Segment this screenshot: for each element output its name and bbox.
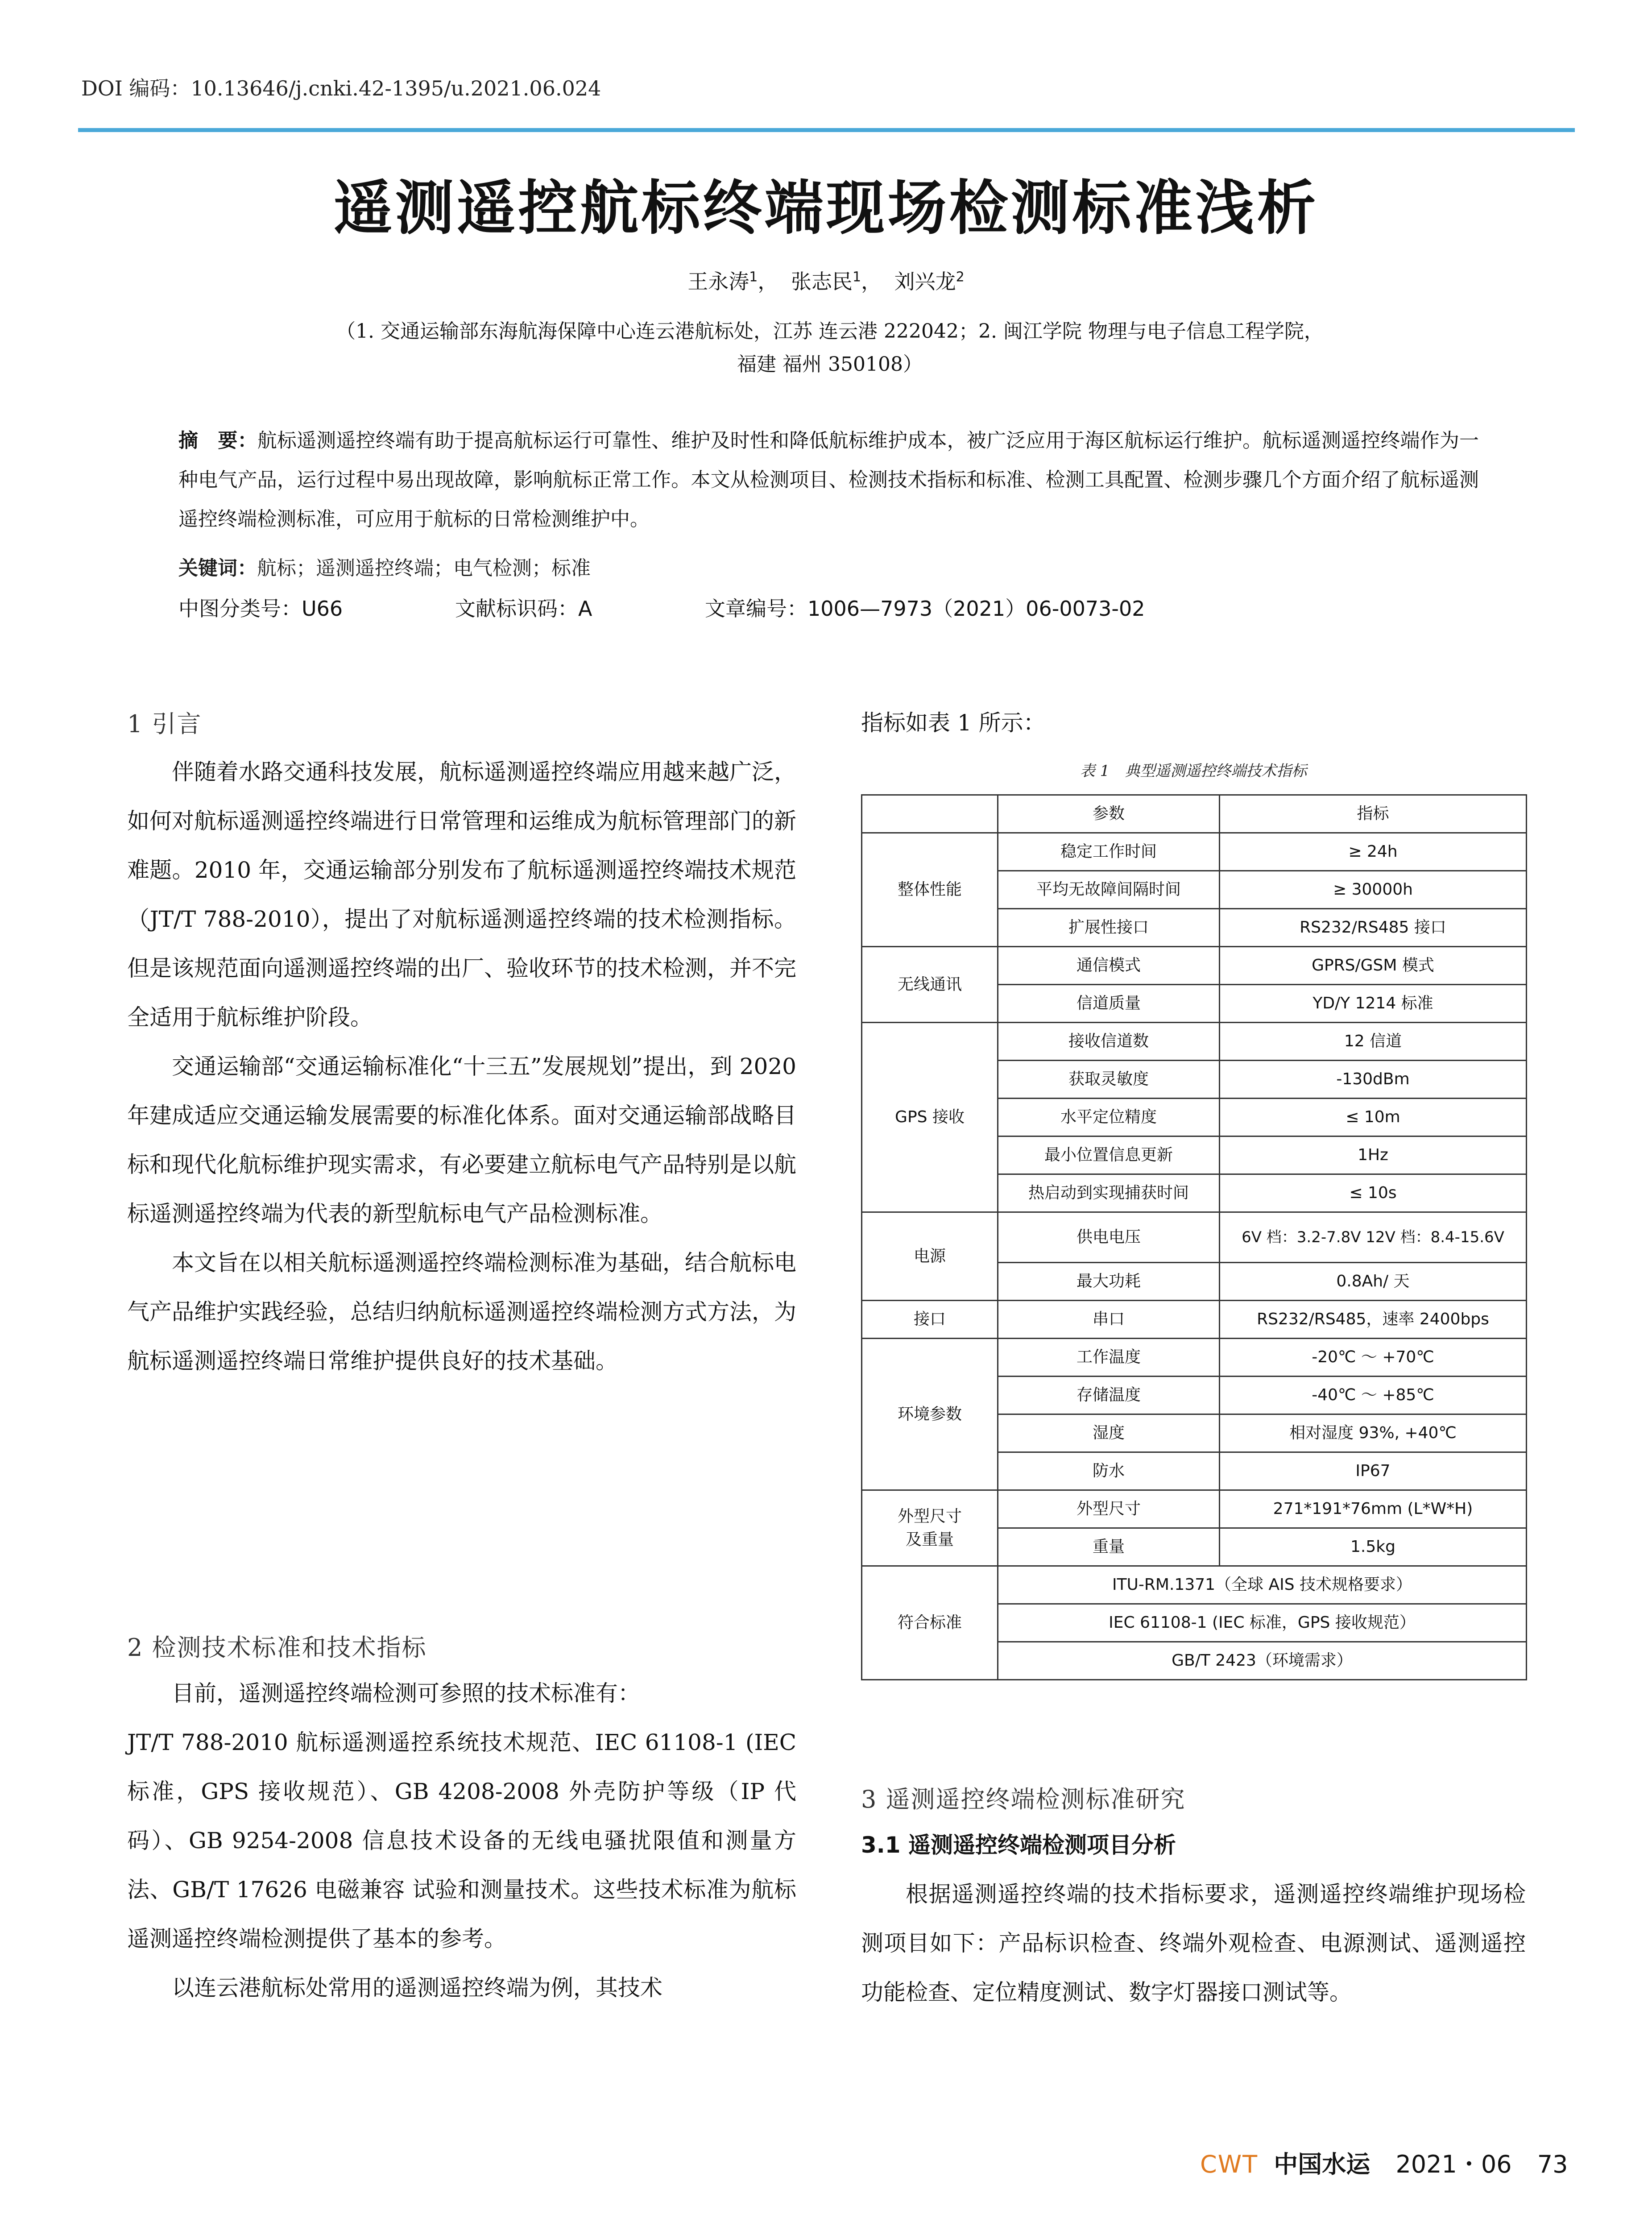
table-cell: ≤ 10s (1220, 1174, 1527, 1212)
section-heading: 3 遥测遥控终端检测标准研究 (861, 1785, 1186, 1813)
table-cell: ITU-RM.1371（全球 AIS 技术规格要求） (998, 1566, 1527, 1604)
table-cell: 相对湿度 93%, +40℃ (1220, 1414, 1527, 1452)
table-cell: 稳定工作时间 (998, 833, 1220, 871)
table-cell: ≤ 10m (1220, 1099, 1527, 1136)
affiliation-line: 福建 福州 350108） (737, 353, 923, 376)
table-cell: 工作温度 (998, 1339, 1220, 1377)
header-rule (78, 128, 1575, 132)
table-cell: 水平定位精度 (998, 1099, 1220, 1136)
author-affil-mark: 2 (956, 269, 965, 285)
abstract-label: 摘 要： (178, 429, 257, 452)
table-cell: GPRS/GSM 模式 (1220, 947, 1527, 985)
paragraph: 本文旨在以相关航标遥测遥控终端检测标准为基础，结合航标电气产品维护实践经验，总结归纳航标遥测遥控终端检测方式方法，为航标遥测遥控终端日常维护提供良好的技术基础。 (127, 1250, 796, 1374)
table-header-row (862, 795, 1527, 833)
table-cell: 存储温度 (998, 1377, 1220, 1414)
table-cell: 平均无故障间隔时间 (998, 871, 1220, 909)
table-cell: 扩展性接口 (998, 909, 1220, 947)
author-name: 刘兴龙 (894, 270, 956, 294)
paragraph: 目前，遥测遥控终端检测可参照的技术标准有： (172, 1680, 640, 1706)
table-row (862, 833, 1527, 871)
table-cell: 外型尺寸 (998, 1490, 1220, 1528)
paragraph: 交通运输部“交通运输标准化“十三五”发展规划”提出，到 2020 年建成适应交通运输发展需要的标准化体系。面对交通运输部战略目标和现代化航标维护现实需求，有必要建立航标电气产品特别是以航标遥测遥控终端为代表的新型航标电气产品检测标准。 (127, 1053, 796, 1227)
table-group-label: 外型尺寸 (897, 1507, 962, 1526)
classification-line (178, 589, 1479, 628)
table-row (862, 1023, 1527, 1061)
table-cell: 供电电压 (998, 1212, 1220, 1263)
paragraph: 根据遥测遥控终端的技术指标要求，遥测遥控终端维护现场检测项目如下：产品标识检查、终端外观检查、电源测试、遥测遥控功能检查、定位精度测试、数字灯器接口测试等。 (861, 1881, 1526, 2005)
table-cell: 接收信道数 (998, 1023, 1220, 1061)
table-row (862, 947, 1527, 985)
table-row (862, 1212, 1527, 1263)
table-cell: 通信模式 (998, 947, 1220, 985)
page-footer (1200, 2145, 1568, 2180)
table-cell: 最小位置信息更新 (998, 1136, 1220, 1174)
table-group-cell: 整体性能 (862, 833, 998, 947)
table-cell: IP67 (1220, 1452, 1527, 1490)
table-header-cell: 参数 (998, 795, 1220, 833)
affiliation-line: （1. 交通运输部东海航海保障中心连云港航标处，江苏 连云港 222042；2. 闽江学院 物理与电子信息工程学院， (336, 320, 1324, 343)
table-caption: 表 1 典型遥测遥控终端技术指标 (1080, 762, 1307, 780)
paper-title: 遥测遥控航标终端现场检测标准浅析 (333, 174, 1319, 243)
abstract (178, 421, 1479, 539)
keywords-text: 航标；遥测遥控终端；电气检测；标准 (257, 557, 591, 580)
table-header-cell: 指标 (1220, 795, 1527, 833)
table-cell: 串口 (998, 1301, 1220, 1339)
table-cell: 获取灵敏度 (998, 1061, 1220, 1099)
table-group-cell (862, 1490, 998, 1566)
table-cell (862, 795, 998, 833)
table-cell: 防水 (998, 1452, 1220, 1490)
table-row (862, 1490, 1527, 1528)
paragraph: 伴随着水路交通科技发展，航标遥测遥控终端应用越来越广泛，如何对航标遥测遥控终端进行日常管理和运维成为航标管理部门的新难题。2010 年，交通运输部分别发布了航标遥测遥控终端技术规范（JT/T 788-2010），提出了对航标遥测遥控终端的技术检测指标。但是该规范面向遥测遥控终端的出厂、验收环节的技术检测，并不完全适用于航标维护阶段。 (127, 759, 796, 1030)
paragraph: JT/T 788-2010 航标遥测遥控系统技术规范、IEC 61108-1 (IEC 标准，GPS 接收规范）、GB 4208-2008 外壳防护等级（IP 代码）、GB 9254-2008 信息技术设备的无线电骚扰限值和测量方法、GB/T 17626 电磁兼容 试验和测量技术。这些技术标准为航标遥测遥控终端检测提供了基本的参考。 (127, 1729, 796, 1952)
spec-table (861, 794, 1527, 1680)
table-cell: YD/Y 1214 标准 (1220, 985, 1527, 1023)
keywords (178, 549, 1479, 588)
table-cell: -20℃ ～ +70℃ (1220, 1339, 1527, 1377)
table-row (862, 1301, 1527, 1339)
journal-name: 中国水运 (1274, 2150, 1370, 2178)
abstract-text: 航标遥测遥控终端有助于提高航标运行可靠性、维护及时性和降低航标维护成本，被广泛应用于海区航标运行维护。航标遥测遥控终端作为一种电气产品，运行过程中易出现故障，影响航标正常工作。本文从检测项目、检测技术指标和标准、检测工具配置、检测步骤几个方面介绍了航标遥测遥控终端检测标准，可应用于航标的日常检测维护中。 (178, 429, 1479, 531)
table-group-cell: 电源 (862, 1212, 998, 1301)
table-group-cell: 环境参数 (862, 1339, 998, 1490)
table-cell: -40℃ ～ +85℃ (1220, 1377, 1527, 1414)
author-name: 王永涛 (687, 270, 749, 294)
section-heading: 1 引言 (127, 710, 202, 738)
issue-number: 2021・06 (1395, 2150, 1512, 2178)
table-cell: IEC 61108-1 (IEC 标准，GPS 接收规范） (998, 1604, 1527, 1642)
clc-number: 中图分类号：U66 (178, 597, 343, 621)
author-list: 王永涛$^1$， 张志民$^1$， 刘兴龙$^2$ (687, 269, 965, 294)
table-group-cell: 符合标准 (862, 1566, 998, 1680)
paragraph: 以连云港航标处常用的遥测遥控终端为例，其技术 (172, 1975, 662, 2001)
page-number: 73 (1537, 2150, 1568, 2178)
affiliation (205, 315, 1454, 381)
doi-line: DOI 编码：10.13646/j.cnki.42-1395/u.2021.06.024 (81, 76, 601, 100)
paragraph: 指标如表 1 所示： (861, 710, 1046, 736)
table-cell: 6V 档：3.2-7.8V 12V 档：8.4-15.6V (1220, 1212, 1527, 1263)
journal-logo: CWT (1200, 2150, 1259, 2178)
document-code: 文献标识码：A (455, 597, 592, 621)
table-row (862, 1339, 1527, 1377)
table-cell: 12 信道 (1220, 1023, 1527, 1061)
table-cell: 1Hz (1220, 1136, 1527, 1174)
table-cell: RS232/RS485，速率 2400bps (1220, 1301, 1527, 1339)
table-row (862, 1566, 1527, 1604)
table-cell: -130dBm (1220, 1061, 1527, 1099)
table-cell: 重量 (998, 1528, 1220, 1566)
table-cell: 271*191*76mm (L*W*H) (1220, 1490, 1527, 1528)
section-body (861, 1870, 1526, 2017)
keywords-label: 关键词： (178, 557, 257, 580)
table-cell: 信道质量 (998, 985, 1220, 1023)
table-cell: GB/T 2423（环境需求） (998, 1642, 1527, 1680)
table-cell: 最大功耗 (998, 1263, 1220, 1301)
table-group-label: 及重量 (905, 1530, 954, 1549)
table-cell: ≥ 24h (1220, 833, 1527, 871)
table-group-cell: 无线通讯 (862, 947, 998, 1023)
author-name: 张志民 (791, 270, 853, 294)
table-cell: 1.5kg (1220, 1528, 1527, 1566)
table-group-cell: 接口 (862, 1301, 998, 1339)
table-cell: RS232/RS485 接口 (1220, 909, 1527, 947)
table-cell: ≥ 30000h (1220, 871, 1527, 909)
author-affil-mark: 1 (749, 269, 758, 285)
author-affil-mark: 1 (852, 269, 861, 285)
article-number: 文章编号：1006—7973（2021）06-0073-02 (705, 597, 1145, 621)
section-body (127, 747, 796, 1385)
subsection-heading: 3.1 遥测遥控终端检测项目分析 (861, 1832, 1176, 1858)
table-cell: 热启动到实现捕获时间 (998, 1174, 1220, 1212)
table-cell: 湿度 (998, 1414, 1220, 1452)
section-heading: 2 检测技术标准和技术指标 (127, 1634, 427, 1662)
section-body (127, 1669, 796, 2012)
table-group-cell: GPS 接收 (862, 1023, 998, 1212)
table-cell: 0.8Ah/ 天 (1220, 1263, 1527, 1301)
